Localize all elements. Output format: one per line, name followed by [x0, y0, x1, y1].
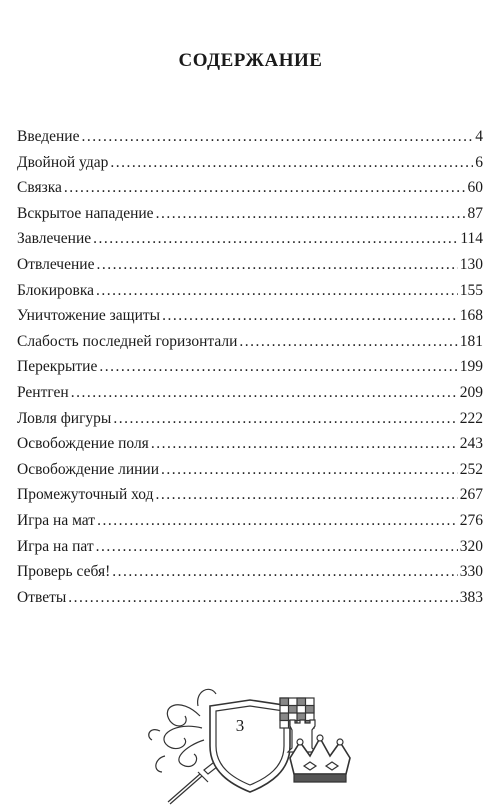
dot-leader	[113, 406, 457, 432]
toc-entry-page: 320	[459, 537, 483, 555]
dot-leader	[99, 354, 457, 380]
toc-entry-page: 383	[459, 588, 483, 606]
toc-entry-page: 168	[459, 307, 483, 325]
dot-leader	[64, 175, 466, 201]
dot-leader	[93, 226, 458, 252]
dot-leader	[96, 252, 457, 278]
dot-leader	[71, 380, 458, 406]
dot-leader	[81, 124, 473, 150]
toc-entry-title: Освобождение линии	[17, 460, 160, 478]
toc-entry-title: Промежуточный ход	[17, 486, 154, 504]
toc-entry	[17, 406, 483, 432]
toc-entry-title: Связка	[17, 179, 62, 197]
toc-entry-title: Игра на пат	[17, 537, 94, 555]
dot-leader	[68, 585, 457, 611]
toc-entry-title: Введение	[17, 128, 80, 145]
toc-entry-page: 209	[459, 383, 483, 401]
toc-entry-page: 243	[459, 435, 483, 453]
dot-leader	[96, 278, 458, 304]
toc-entry	[17, 559, 483, 585]
toc-entry	[17, 303, 483, 329]
toc-entry-title: Перекрытие	[17, 358, 98, 376]
toc-entry	[17, 431, 483, 457]
toc-entry	[17, 278, 483, 304]
toc-entry	[17, 175, 483, 201]
toc-entry-title: Ответы	[17, 588, 67, 606]
toc-entry-page: 267	[459, 486, 483, 504]
toc-entry	[17, 380, 483, 406]
toc-entry-title: Проверь себя!	[17, 563, 111, 581]
toc-entry-page: 222	[459, 409, 483, 427]
toc-entry	[17, 226, 483, 252]
toc-entry-title: Двойной удар	[17, 153, 109, 171]
toc-entry-page: 6	[475, 153, 483, 171]
toc-entry	[17, 329, 483, 355]
toc-entry-title: Игра на мат	[17, 511, 96, 529]
table-of-contents	[17, 124, 483, 610]
shield-crown-chess-ornament-icon	[140, 676, 370, 806]
dot-leader	[239, 329, 457, 355]
toc-entry-title: Ловля фигуры	[17, 409, 112, 427]
dot-leader	[156, 201, 466, 227]
toc-entry	[17, 457, 483, 483]
toc-entry-title: Уничтожение защиты	[17, 307, 161, 325]
dot-leader	[97, 508, 458, 534]
toc-entry-page: 87	[467, 204, 483, 222]
toc-entry	[17, 150, 483, 176]
dot-leader	[161, 457, 458, 483]
toc-entry-title: Освобождение поля	[17, 435, 149, 453]
page-title: СОДЕРЖАНИЕ	[178, 50, 323, 71]
toc-entry-page: 252	[459, 460, 483, 478]
toc-entry	[17, 124, 483, 150]
dot-leader	[112, 559, 458, 585]
toc-entry-page: 199	[459, 358, 483, 376]
toc-entry-title: Рентген	[17, 383, 69, 401]
toc-entry	[17, 252, 483, 278]
toc-entry-title: Отвлечение	[17, 255, 95, 273]
page-number: 3	[235, 716, 245, 735]
toc-entry-page: 181	[459, 332, 483, 350]
toc-entry-page: 276	[459, 511, 483, 529]
toc-entry-page: 130	[459, 255, 483, 273]
dot-leader	[110, 150, 473, 176]
toc-entry-title: Завлечение	[17, 230, 92, 248]
toc-entry	[17, 354, 483, 380]
toc-entry-title: Вскрытое нападение	[17, 204, 154, 222]
dot-leader	[156, 482, 458, 508]
toc-entry-page: 4	[475, 128, 483, 145]
toc-entry	[17, 201, 483, 227]
toc-entry	[17, 482, 483, 508]
toc-entry-title: Блокировка	[17, 281, 95, 299]
toc-entry-page: 60	[467, 179, 483, 197]
toc-entry	[17, 508, 483, 534]
toc-entry	[17, 585, 483, 611]
toc-entry-page: 114	[460, 230, 483, 248]
dot-leader	[151, 431, 458, 457]
dot-leader	[96, 534, 458, 560]
toc-entry	[17, 534, 483, 560]
toc-entry-page: 330	[459, 563, 483, 581]
toc-entry-title: Слабость последней горизонтали	[17, 332, 238, 350]
dot-leader	[162, 303, 458, 329]
toc-entry-page: 155	[459, 281, 483, 299]
